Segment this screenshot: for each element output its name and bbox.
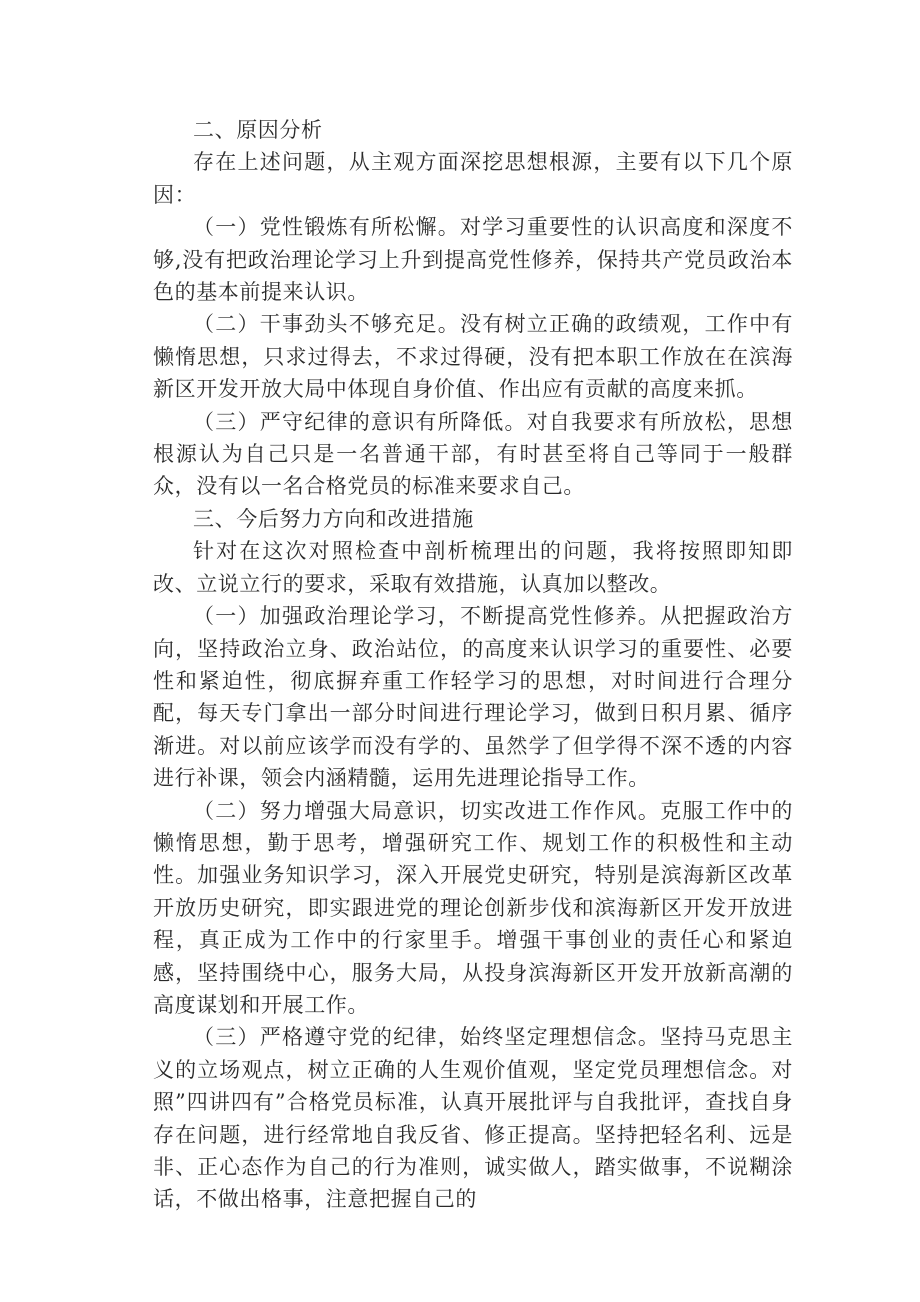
paragraph-intro-causes: 存在上述问题，从主观方面深挖思想根源，主要有以下几个原因： — [153, 150, 793, 207]
section-heading-improvement: 三、今后努力方向和改进措施 — [193, 506, 474, 531]
paragraph-cause-2: （二）干事劲头不够充足。没有树立正确的政绩观，工作中有懒惰思想，只求过得去，不求过得硬，没有把本职工作放在在滨海新区开发开放大局中体现自身价值、作出应有贡献的高度来抓。 — [153, 312, 793, 402]
paragraph-cause-1: （一）党性锻炼有所松懈。对学习重要性的认识高度和深度不够,没有把政治理论学习上升到提高党性修养，保持共产党员政治本色的基本前提来认识。 — [153, 215, 793, 305]
section-heading-cause-analysis: 二、原因分析 — [193, 118, 323, 142]
document-body — [153, 114, 793, 1216]
paragraph-measure-3: （三）严格遵守党的纪律，始终坚定理想信念。坚持马克思主义的立场观点，树立正确的人生观价值观，坚定党员理想信念。对照”四讲四有”合格党员标准，认真开展批评与自我批评，查找自身存在问题，进行经常地自我反省、修正提高。坚持把轻名利、远是非、正心态作为自己的行为准则，诚实做人，踏实做事，不说糊涂话，不做出格事，注意把握自己的 — [153, 1025, 793, 1212]
paragraph-cause-3: （三）严守纪律的意识有所降低。对自我要求有所放松，思想根源认为自己只是一名普通干部，有时甚至将自己等同于一般群众，没有以一名合格党员的标准来要求自己。 — [153, 409, 793, 499]
paragraph-intro-measures: 针对在这次对照检查中剖析梳理出的问题，我将按照即知即改、立说立行的要求，采取有效措施，认真加以整改。 — [153, 539, 793, 596]
paragraph-measure-2: （二）努力增强大局意识，切实改进工作作风。克服工作中的懒惰思想，勤于思考，增强研究工作、规划工作的积极性和主动性。加强业务知识学习，深入开展党史研究，特别是滨海新区改革开放历史研究，即实跟进党的理论创新步伐和滨海新区开发开放进程，真正成为工作中的行家里手。增强干事创业的责任心和紧迫感，坚持围绕中心，服务大局，从投身滨海新区开发开放新高潮的高度谋划和开展工作。 — [153, 798, 793, 1017]
paragraph-measure-1: （一）加强政治理论学习，不断提高党性修养。从把握政治方向，坚持政治立身、政治站位，的高度来认识学习的重要性、必要性和紧迫性，彻底摒弃重工作轻学习的思想，对时间进行合理分配，每天专门拿出一部分时间进行理论学习，做到日积月累、循序渐进。对以前应该学而没有学的、虽然学了但学得不深不透的内容进行补课，领会内涵精髓，运用先进理论指导工作。 — [153, 604, 793, 791]
